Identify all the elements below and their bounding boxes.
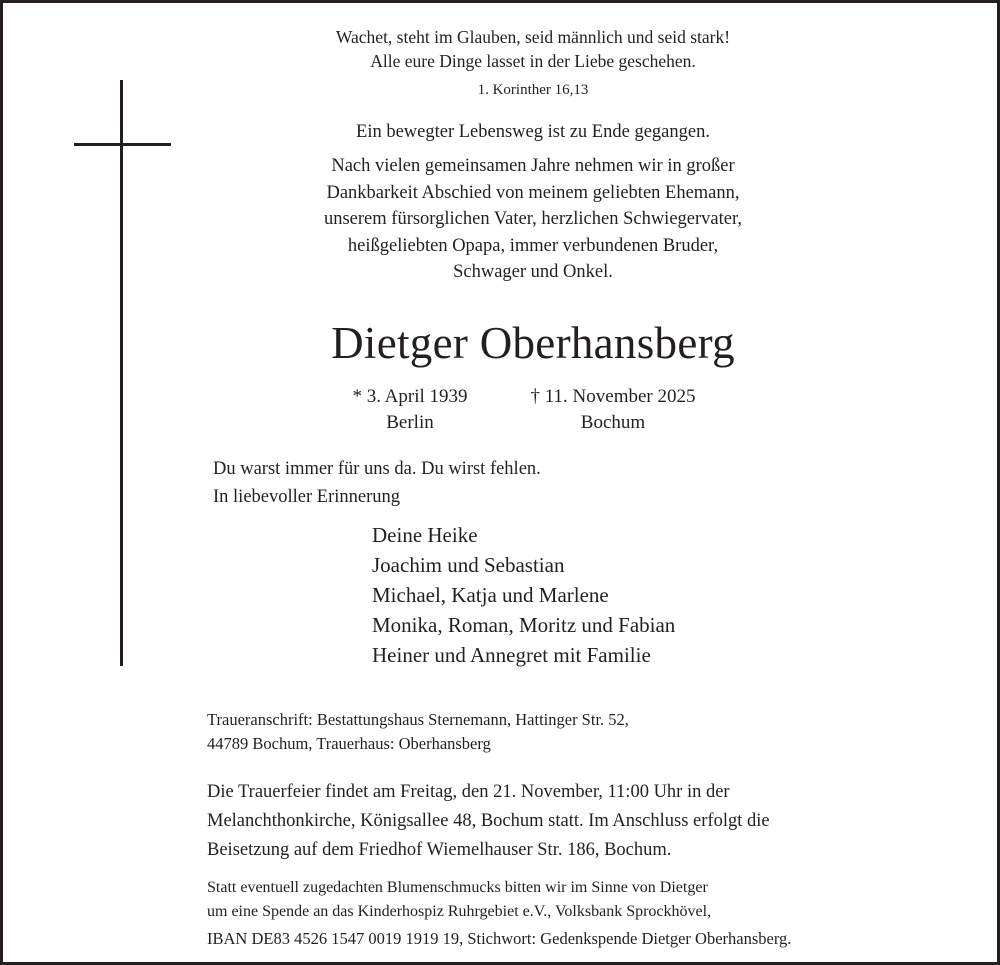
mourner: Heiner und Annegret mit Familie: [372, 643, 651, 667]
birth-info: [330, 384, 490, 436]
verse-reference: 1. Korinther 16,13: [477, 82, 589, 98]
ceremony-line: Die Trauerfeier findet am Freitag, den 21. November, 11:00 Uhr in der: [207, 782, 730, 802]
mourner: Joachim und Sebastian: [372, 553, 565, 577]
mourner: Deine Heike: [372, 523, 478, 547]
mourners-list: [372, 520, 675, 670]
farewell-line: In liebevoller Erinnerung: [213, 487, 400, 507]
mourning-address: [207, 708, 629, 756]
ceremony-line: Melanchthonkirche, Königsallee 48, Bochum statt. Im Anschluss erfolgt die: [207, 811, 770, 831]
intro-line: Ein bewegter Lebensweg ist zu Ende gegangen.: [356, 122, 710, 142]
farewell-text: [213, 455, 541, 511]
donation-line: um eine Spende an das Kinderhospiz Ruhrgebiet e.V., Volksbank Sprockhövel,: [207, 903, 712, 920]
deceased-name: Dietger Oberhansberg: [331, 318, 735, 368]
birth-place: Berlin: [386, 412, 434, 433]
announcement-line: Dankbarkeit Abschied von meinem geliebten Ehemann,: [326, 182, 740, 203]
mourner: Michael, Katja und Marlene: [372, 583, 609, 607]
announcement-line: heißgeliebten Opapa, immer verbundenen Bruder,: [347, 235, 719, 256]
announcement-line: Schwager und Onkel.: [453, 262, 613, 282]
cross-icon-vertical-bar: [120, 80, 123, 666]
ceremony-line: Beisetzung auf dem Friedhof Wiemelhauser Str. 186, Bochum.: [207, 840, 672, 860]
death-place: Bochum: [580, 412, 646, 433]
address-line: Traueranschrift: Bestattungshaus Sternemann, Hattinger Str. 52,: [207, 710, 629, 729]
cross-icon-horizontal-bar: [74, 143, 171, 146]
verse-line: Alle eure Dinge lasset in der Liebe geschehen.: [370, 51, 696, 71]
farewell-line: Du warst immer für uns da. Du wirst fehlen.: [213, 459, 541, 479]
iban-line: IBAN DE83 4526 1547 0019 1919 19, Stichwort: Gedenkspende Dietger Oberhansberg.: [207, 929, 792, 948]
announcement: [203, 153, 863, 286]
funeral-details: [207, 778, 770, 865]
mourner: Monika, Roman, Moritz und Fabian: [372, 613, 676, 637]
announcement-line: Nach vielen gemeinsamen Jahre nehmen wir in großer: [331, 156, 735, 176]
birth-date: * 3. April 1939: [352, 386, 468, 407]
announcement-line: unserem fürsorglichen Vater, herzlichen Schwiegervater,: [323, 209, 743, 229]
bible-verse: [203, 25, 863, 73]
death-info: [503, 384, 723, 436]
address-line: 44789 Bochum, Trauerhaus: Oberhansberg: [207, 734, 491, 753]
donation-line: Statt eventuell zugedachten Blumenschmucks bitten wir im Sinne von Dietger: [207, 879, 708, 896]
donation-request: [207, 876, 791, 954]
verse-line: Wachet, steht im Glauben, seid männlich und seid stark!: [335, 27, 731, 47]
death-date: † 11. November 2025: [530, 386, 696, 407]
